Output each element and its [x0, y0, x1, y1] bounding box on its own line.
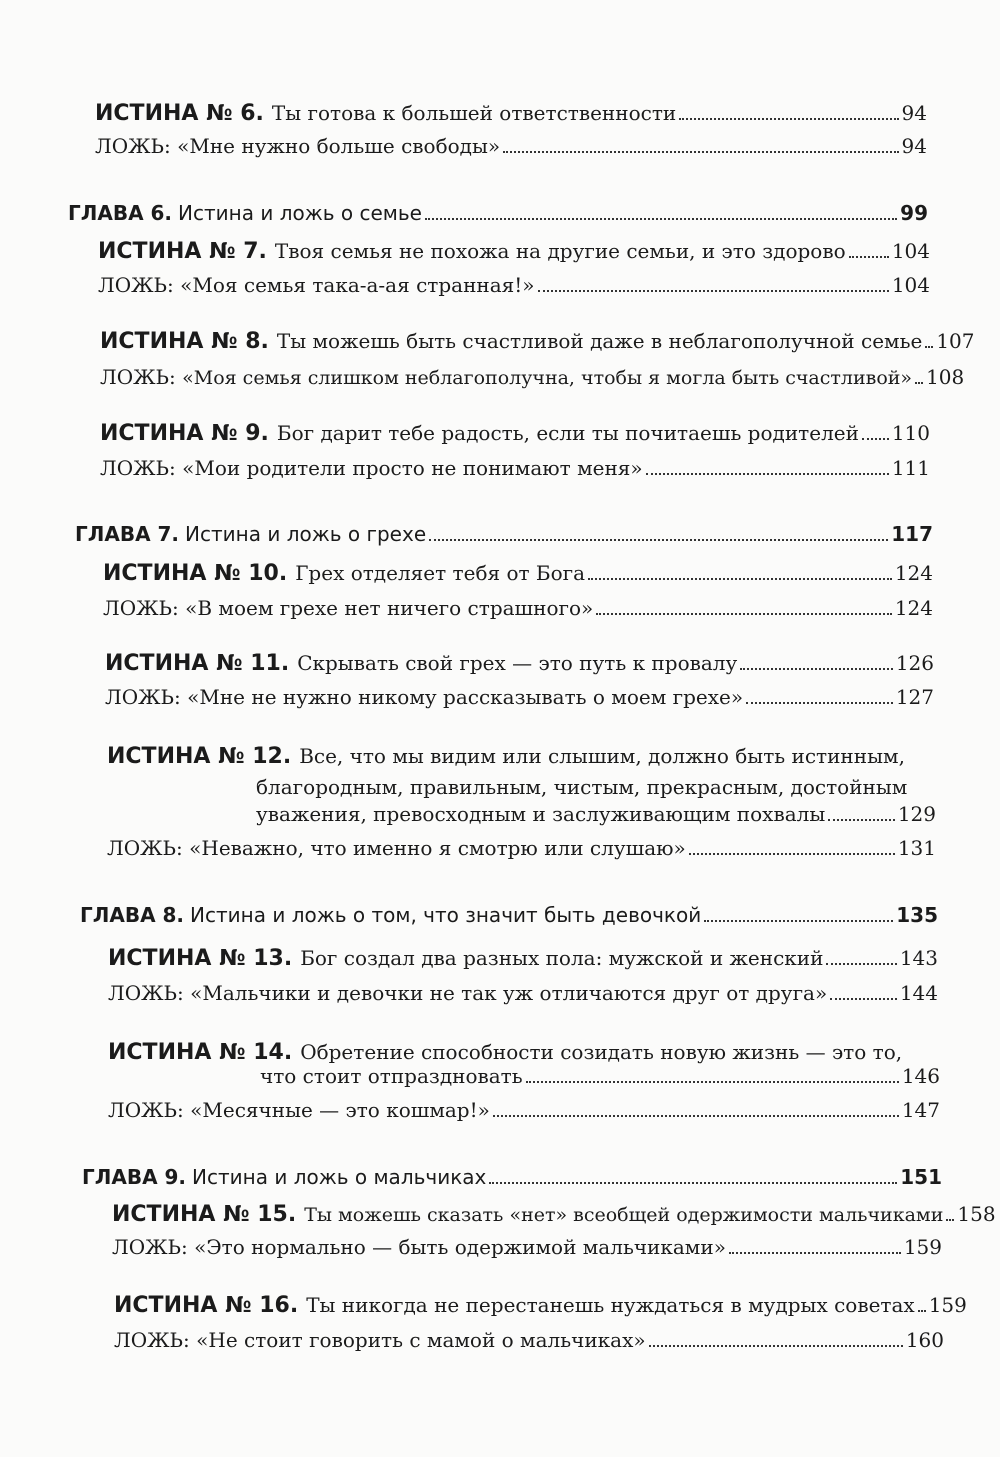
page-number: 104	[891, 273, 930, 297]
dot-leader	[740, 668, 893, 670]
lie-title: «Не стоит говорить с мамой о мальчиках»	[196, 1328, 646, 1352]
lie-title: «Мне нужно больше свободы»	[177, 134, 501, 158]
dot-leader	[946, 1219, 954, 1221]
toc-entry-truth-15[interactable]	[112, 1201, 996, 1228]
lie-title: «Неважно, что именно я смотрю или слушаю»	[189, 836, 686, 860]
page-number: 143	[899, 946, 938, 970]
truth-title: Обретение способности созидать новую жизнь — это то,	[300, 1040, 903, 1064]
toc-entry-lie-6[interactable]	[95, 133, 927, 159]
page-number: 129	[897, 802, 936, 826]
toc-entry-lie-13[interactable]	[108, 980, 938, 1006]
page-number: 110	[891, 421, 930, 445]
page-number: 159	[903, 1235, 942, 1259]
lie-label: ЛОЖЬ:	[108, 981, 184, 1005]
page-number: 151	[900, 1165, 942, 1189]
toc-entry-chapter-8[interactable]	[80, 902, 938, 928]
page-number: 94	[901, 134, 927, 158]
page-number: 124	[894, 596, 933, 620]
chapter-label: ГЛАВА 7.	[75, 522, 180, 546]
page-number: 146	[901, 1064, 940, 1088]
lie-label: ЛОЖЬ:	[107, 836, 183, 860]
chapter-title: Истина и ложь о семье	[178, 201, 422, 225]
dot-leader	[503, 151, 898, 153]
chapter-label: ГЛАВА 6.	[68, 201, 173, 225]
lie-title: «В моем грехе нет ничего страшного»	[185, 596, 594, 620]
lie-title: «Моя семья слишком неблагополучна, чтобы я могла быть счастливой»	[182, 367, 913, 389]
dot-leader	[746, 702, 893, 704]
page-number: 104	[891, 239, 930, 263]
page-number: 126	[895, 651, 934, 675]
toc-entry-chapter-7[interactable]	[75, 521, 933, 547]
page-number: 159	[928, 1293, 967, 1317]
page-number: 144	[899, 981, 938, 1005]
truth-title: Бог создал два разных пола: мужской и женский	[300, 946, 824, 970]
lie-label: ЛОЖЬ:	[112, 1235, 188, 1259]
dot-leader	[526, 1081, 899, 1083]
page-number: 94	[901, 101, 927, 125]
lie-label: ЛОЖЬ:	[100, 456, 176, 480]
truth-title: Ты можешь быть счастливой даже в неблагополучной семье	[276, 329, 923, 353]
dot-leader	[588, 578, 892, 580]
lie-label: ЛОЖЬ:	[98, 273, 174, 297]
toc-entry-truth-14-end[interactable]	[260, 1063, 940, 1089]
toc-entry-lie-8[interactable]	[100, 364, 965, 391]
truth-title: Ты можешь сказать «нет» всеобщей одержимости мальчиками	[304, 1204, 944, 1226]
page-number: 124	[894, 561, 933, 585]
dot-leader	[596, 613, 892, 615]
toc-entry-lie-14[interactable]	[108, 1097, 940, 1123]
toc-entry-lie-7[interactable]	[98, 272, 930, 298]
truth-title: Грех отделяет тебя от Бога	[295, 561, 586, 585]
dot-leader	[849, 256, 889, 258]
toc-entry-truth-10[interactable]	[103, 560, 933, 587]
lie-title: «Мальчики и девочки не так уж отличаются друг от друга»	[190, 981, 828, 1005]
chapter-label: ГЛАВА 8.	[80, 903, 185, 927]
dot-leader	[679, 118, 898, 120]
truth-label: ИСТИНА № 15.	[112, 1202, 297, 1227]
toc-entry-truth-12-end[interactable]	[256, 801, 936, 827]
page-number: 135	[896, 903, 938, 927]
toc-entry-lie-11[interactable]	[105, 684, 934, 710]
page-number: 127	[895, 685, 934, 709]
truth-title-continuation: уважения, превосходным и заслуживающим похвалы	[256, 802, 826, 826]
toc-entry-truth-6[interactable]	[95, 100, 927, 127]
dot-leader	[489, 1182, 897, 1184]
lie-title: «Месячные — это кошмар!»	[190, 1098, 490, 1122]
truth-label: ИСТИНА № 12.	[107, 744, 292, 769]
toc-entry-truth-12[interactable]	[107, 743, 907, 770]
truth-label: ИСТИНА № 8.	[100, 329, 269, 354]
lie-title: «Моя семья така-а-ая странная!»	[180, 273, 535, 297]
dot-leader	[729, 1252, 901, 1254]
page-number: 160	[905, 1328, 944, 1352]
toc-entry-lie-12[interactable]	[107, 835, 936, 861]
lie-label: ЛОЖЬ:	[95, 134, 171, 158]
truth-title-continuation: что стоит отпраздновать	[260, 1064, 523, 1088]
lie-label: ЛОЖЬ:	[100, 365, 176, 389]
truth-title: Ты готова к большей ответственности	[271, 101, 677, 125]
dot-leader	[918, 1310, 926, 1312]
toc-entry-truth-14[interactable]	[108, 1039, 908, 1066]
dot-leader	[493, 1115, 899, 1117]
truth-label: ИСТИНА № 7.	[98, 239, 267, 264]
dot-leader	[828, 819, 895, 821]
toc-entry-chapter-6[interactable]	[68, 200, 928, 226]
chapter-label: ГЛАВА 9.	[82, 1165, 187, 1189]
toc-entry-truth-11[interactable]	[105, 650, 934, 677]
page-number: 107	[936, 329, 975, 353]
dot-leader	[425, 218, 897, 220]
truth-title: Все, что мы видим или слышим, должно быть истинным,	[299, 744, 905, 768]
toc-entry-truth-8[interactable]	[100, 328, 975, 355]
dot-leader	[649, 1345, 903, 1347]
chapter-title: Истина и ложь о грехе	[185, 522, 427, 546]
lie-label: ЛОЖЬ:	[105, 685, 181, 709]
toc-entry-truth-9[interactable]	[100, 420, 930, 447]
lie-label: ЛОЖЬ:	[108, 1098, 184, 1122]
page-number: 131	[897, 836, 936, 860]
toc-entry-truth-13[interactable]	[108, 945, 938, 972]
dot-leader	[704, 920, 893, 922]
truth-title-continuation: благородным, правильным, чистым, прекрасным, достойным	[256, 775, 908, 799]
page-number: 158	[957, 1202, 996, 1226]
toc-entry-truth-16[interactable]	[114, 1292, 967, 1319]
dot-leader	[646, 473, 889, 475]
toc-entry-lie-15[interactable]	[112, 1234, 942, 1260]
page-number: 111	[891, 456, 930, 480]
dot-leader	[429, 539, 888, 541]
dot-leader	[826, 963, 896, 965]
page-number: 117	[891, 522, 933, 546]
truth-label: ИСТИНА № 14.	[108, 1040, 293, 1065]
chapter-title: Истина и ложь о мальчиках	[192, 1165, 487, 1189]
toc-entry-lie-16[interactable]	[114, 1327, 944, 1353]
truth-title: Скрывать свой грех — это путь к провалу	[297, 651, 738, 675]
truth-title: Ты никогда не перестанешь нуждаться в мудрых советах	[306, 1293, 915, 1317]
page-number: 108	[926, 365, 965, 389]
truth-label: ИСТИНА № 9.	[100, 421, 269, 446]
toc-entry-truth-7[interactable]	[98, 238, 930, 265]
chapter-title: Истина и ложь о том, что значит быть девочкой	[190, 903, 702, 927]
page-number: 147	[901, 1098, 940, 1122]
dot-leader	[862, 438, 889, 440]
dot-leader	[925, 346, 933, 348]
truth-title: Твоя семья не похожа на другие семьи, и это здорово	[274, 239, 846, 263]
toc-entry-lie-9[interactable]	[100, 455, 930, 481]
dot-leader	[830, 998, 897, 1000]
lie-label: ЛОЖЬ:	[103, 596, 179, 620]
lie-title: «Мои родители просто не понимают меня»	[182, 456, 643, 480]
truth-label: ИСТИНА № 11.	[105, 651, 290, 676]
toc-entry-lie-10[interactable]	[103, 595, 933, 621]
truth-label: ИСТИНА № 10.	[103, 561, 288, 586]
lie-title: «Это нормально — быть одержимой мальчиками»	[194, 1235, 726, 1259]
page-number: 99	[900, 201, 928, 225]
truth-label: ИСТИНА № 13.	[108, 946, 293, 971]
dot-leader	[538, 290, 889, 292]
truth-label: ИСТИНА № 16.	[114, 1293, 299, 1318]
dot-leader	[915, 382, 923, 384]
lie-title: «Мне не нужно никому рассказывать о моем грехе»	[187, 685, 744, 709]
truth-title: Бог дарит тебе радость, если ты почитаешь родителей	[276, 421, 859, 445]
dot-leader	[689, 853, 895, 855]
toc-entry-chapter-9[interactable]	[82, 1164, 942, 1190]
lie-label: ЛОЖЬ:	[114, 1328, 190, 1352]
truth-label: ИСТИНА № 6.	[95, 101, 264, 126]
